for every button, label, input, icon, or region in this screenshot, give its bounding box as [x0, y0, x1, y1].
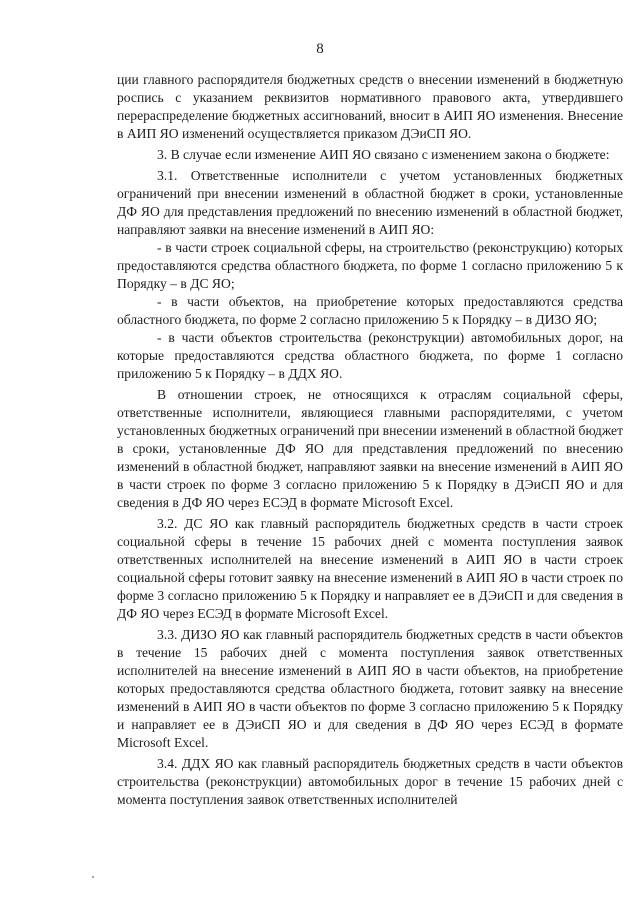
paragraph-item-3: 3. В случае если изменение АИП ЯО связано с изменением закона о бюджете: [157, 147, 610, 162]
paragraph-continuation: ции главного распорядителя бюджетных средств о внесении изменений в бюджетную роспись с указанием реквизитов нормативного правового акта, утвердившего перераспределение бюджетных ассигнований, вносит в АИП ЯО изменения. Внесение в АИП ЯО изменений осуществляется приказом ДЭиСП ЯО. [117, 72, 623, 141]
paragraph-objects: - в части объектов, на приобретение которых предоставляются средства областного бюджета, по форме 2 согласно приложению 5 к Порядку – в ДИЗО ЯО; [117, 294, 623, 327]
scan-speck [92, 876, 94, 878]
page-number: 8 [316, 41, 324, 57]
paragraph-item-3-3: 3.3. ДИЗО ЯО как главный распорядитель бюджетных средств в части объектов в течение 15 рабочих дней с момента поступления заявок ответственных исполнителей на внесение изменений в АИП ЯО в части объектов, на приобретение которых предоставляются средства областного бюджета, готовит заявку на внесение изменений в АИП ЯО в части объектов по форме 3 согласно приложению 5 к Порядку и направляет ее в ДЭиСП ЯО и для сведения в ДФ ЯО через ЕСЭД в формате Microsoft Excel. [117, 627, 623, 750]
paragraph-item-3-4: 3.4. ДДХ ЯО как главный распорядитель бюджетных средств в части объектов строительства (реконструкции) автомобильных дорог в течение 15 рабочих дней с момента поступления заявок ответственных исполнителей [117, 756, 623, 807]
paragraph-non-social: В отношении строек, не относящихся к отраслям социальной сферы, ответственные исполнители, являющиеся главными распорядителями, с учетом установленных бюджетных ограничений при внесении изменений в областной бюджет в сроки, установленные ДФ ЯО для представления предложений по внесению изменений в областной бюджет, направляют заявки на внесение изменений в АИП ЯО в части строек по форме 3 согласно приложению 5 к Порядку в ДЭиСП ЯО и для сведения в ДФ ЯО через ЕСЭД в формате Microsoft Excel. [117, 387, 624, 510]
paragraph-social-sphere: - в части строек социальной сферы, на строительство (реконструкцию) которых предоставляются средства областного бюджета, по форме 1 согласно приложению 5 к Порядку – в ДС ЯО; [117, 240, 623, 291]
paragraph-item-3-1: 3.1. Ответственные исполнители с учетом установленных бюджетных ограничений при внесении изменений в областной бюджет в сроки, установленные ДФ ЯО для представления предложений по внесению изменений в областной бюджет, направляют заявки на внесение изменений в АИП ЯО: [117, 168, 623, 237]
paragraph-roads: - в части объектов строительства (реконструкции) автомобильных дорог, на которые предоставляются средства областного бюджета, по форме 1 согласно приложению 5 к Порядку – в ДДХ ЯО. [117, 330, 623, 381]
document-body [117, 71, 623, 809]
paragraph-item-3-2: 3.2. ДС ЯО как главный распорядитель бюджетных средств в части строек социальной сферы в течение 15 рабочих дней с момента поступления заявок ответственных исполнителей на внесение изменений в АИП ЯО в части строек социальной сферы готовит заявку на внесение изменений в АИП ЯО в части строек по форме 3 согласно приложению 5 к Порядку и направляет ее в ДЭиСП и для сведения в ДФ ЯО через ЕСЭД в формате Microsoft Excel. [117, 516, 623, 621]
